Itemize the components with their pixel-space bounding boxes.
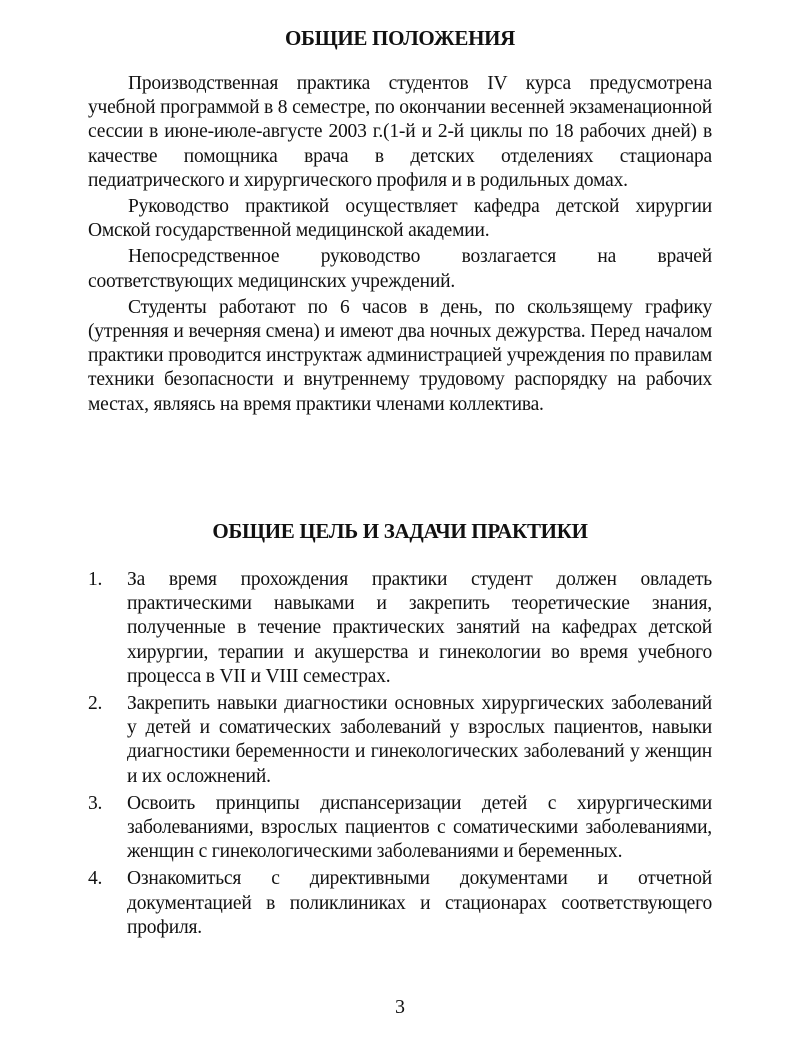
list-item-number: 1. <box>88 569 103 590</box>
list-item-text: Освоить принципы диспансеризации детей с хирургическими заболеваниями, взрослых пациентов с соматическими заболеваниями, женщин с гинекологическими заболеваниями и беременных. <box>127 792 712 863</box>
intro-section <box>88 72 712 419</box>
list-item-number: 4. <box>88 868 103 890</box>
section-heading-goals: ОБЩИЕ ЦЕЛЬ И ЗАДАЧИ ПРАКТИКИ <box>212 519 588 543</box>
paragraph: Руководство практикой осуществляет кафедра детской хирургии Омской государственной медицинской академии. <box>88 196 712 242</box>
paragraph: Непосредственное руководство возлагается на врачей соответствующих медицинских учреждений. <box>88 246 712 292</box>
list-item <box>88 792 712 865</box>
list-item <box>88 568 712 689</box>
list-item-text: За время прохождения практики студент должен овладеть практическими навыками и закрепить теоретические знания, полученные в течение практических занятий на кафедрах детской хирургии, терапии и акушерства и гинекологии во время учебного процесса в VII и VIII семестрах. <box>127 569 712 687</box>
list-item-text: Ознакомиться с директивными документами и отчетной документацией в поликлиниках и стационарах соответствующего профиля. <box>127 868 712 938</box>
goals-list <box>88 568 712 943</box>
list-item-number: 2. <box>88 693 103 715</box>
paragraph: Производственная практика студентов IV курса предусмотрена учебной программой в 8 семестре, по окончании весенней экзаменационной сессии в июне-июле-августе 2003 г.(1-й и 2-й циклы по 18 рабочих дней) в качестве помощника врача в детских отделениях стационара педиатрического и хирургического профиля и в родильных домах. <box>88 73 712 191</box>
section-heading-general-provisions: ОБЩИЕ ПОЛОЖЕНИЯ <box>284 26 516 50</box>
list-item-text: Закрепить навыки диагностики основных хирургических заболеваний у детей и соматических заболеваний у взрослых пациентов, навыки диагностики беременности и гинекологических заболеваний у женщин и их осложнений. <box>127 693 712 787</box>
page-number: 3 <box>395 996 405 1018</box>
list-item <box>88 867 712 940</box>
paragraph: Студенты работают по 6 часов в день, по скользящему графику (утренняя и вечерняя смена) и имеют два ночных дежурства. Перед началом практики проводится инструктаж администрацией учреждения по правилам техники безопасности и внутреннему трудовому распорядку на рабочих местах, являясь на время практики членами коллектива. <box>88 296 712 415</box>
list-item <box>88 692 712 789</box>
list-item-number: 3. <box>88 792 103 814</box>
